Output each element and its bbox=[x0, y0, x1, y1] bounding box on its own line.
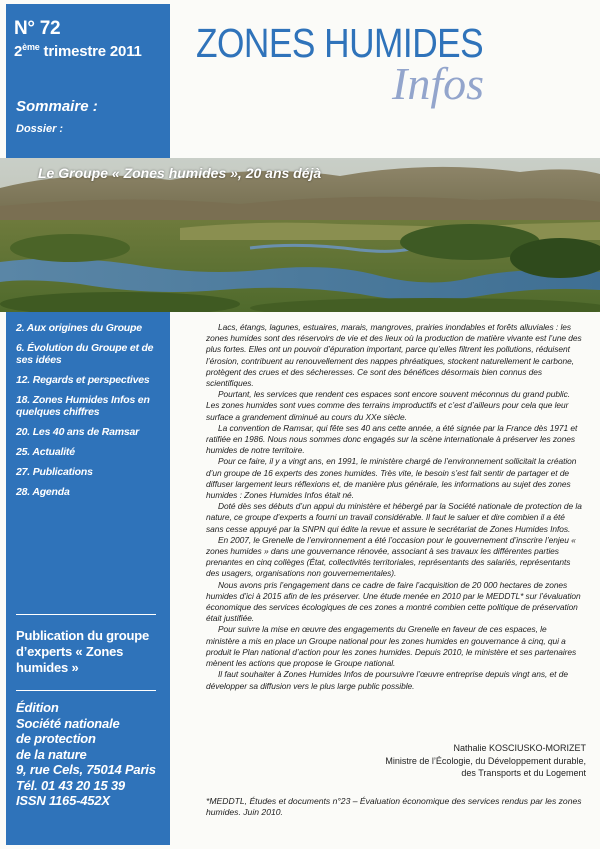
signature-title: des Transports et du Logement bbox=[461, 768, 586, 778]
toc-item[interactable]: 12. Regards et perspectives bbox=[16, 374, 150, 386]
toc-item[interactable]: 2. Aux origines du Groupe bbox=[16, 322, 142, 334]
article-paragraph: Pour suivre la mise en œuvre des engagements du Grenelle en faveur de ces espaces, le ministère a mis en place un Groupe national pour les zones humides en gouvernance à cinq, qui a produit le Plan national d’action pour les zones humides. Depuis 2010, le ministère et ses partenaires mènent les actions que propose le Groupe national. bbox=[206, 624, 577, 669]
publication-note: Publication du groupe d’experts « Zones humides » bbox=[16, 628, 150, 675]
wetland-landscape-photo bbox=[0, 158, 600, 312]
article-paragraph: Il faut souhaiter à Zones Humides Infos de poursuivre l’œuvre entreprise depuis vingt ans, et de développer sa diffusion vers le plus large public possible. bbox=[206, 669, 568, 691]
publisher-line: Édition bbox=[16, 700, 59, 715]
editorial-text bbox=[206, 322, 582, 692]
article-paragraph: En 2007, le Grenelle de l’environnement a été l’occasion pour le gouvernement d’inscrire l’enjeu « zones humides » dans une gouvernance rénovée, associant à ses travaux les différentes parties prenantes en cinq collèges (État, collectivités territoriales, représentants des salariés, représentants des usagers, organisations non gouvernementales). bbox=[206, 534, 576, 579]
toc-item[interactable]: 18. Zones Humides Infos en quelques chiffres bbox=[16, 394, 150, 418]
publisher-block bbox=[16, 700, 166, 809]
article-paragraph: Pour ce faire, il y a vingt ans, en 1991, le ministère chargé de l’environnement sollicitait la création d’un groupe de 16 experts des zones humides. Très vite, le besoin s’est fait sentir de partager et de diffuser largement leurs réflexions et, de manière plus générale, les informations au sujet des zones humides : Zones Humides Infos était né. bbox=[206, 456, 577, 501]
signature-title: Ministre de l’Écologie, du Développement durable, bbox=[385, 755, 586, 766]
quarter-suffix: ème bbox=[22, 42, 40, 52]
publisher-line: Tél. 01 43 20 15 39 bbox=[16, 777, 125, 793]
quarter-ordinal: 2 bbox=[14, 43, 23, 60]
footnote: *MEDDTL, Études et documents n°23 – Évaluation économique des services rendus par les zones humides. Juin 2010. bbox=[206, 796, 582, 817]
publisher-line: ISSN 1165-452X bbox=[16, 793, 110, 808]
toc-item[interactable]: 28. Agenda bbox=[16, 486, 70, 498]
article-paragraph: Nous avons pris l’engagement dans ce cadre de faire l’acquisition de 20 000 hectares de zones humides d’ici à 2015 afin de les préserver. Une étude menée en 2010 par le MEDDTL* sur l’évaluation économique des services écologiques de ces zones a montré combien cette politique de préservation était justifiée. bbox=[206, 579, 581, 624]
article-paragraph: Lacs, étangs, lagunes, estuaires, marais, mangroves, prairies inondables et forêts alluviales : les zones humides sont des réservoirs de vie et des lieux où la production de matière vivante est l’une des plus fortes. Elles ont un pouvoir d’épuration important, parce qu’elles filtrent les pollutions, réduisent l’érosion, contribuent au renouvellement des nappes phréatiques, stockent naturellement le carbone, protègent des crues et des sécheresses. Ce sont des bénéfices désormais bien connus des scientifiques. bbox=[206, 322, 582, 389]
sidebar-divider bbox=[16, 690, 156, 691]
signature-name: Nathalie KOSCIUSKO-MORIZET bbox=[453, 743, 586, 753]
toc-item[interactable]: 27. Publications bbox=[16, 466, 93, 478]
photo-caption: Le Groupe « Zones humides », 20 ans déjà bbox=[38, 165, 322, 181]
publisher-line: de protection bbox=[16, 731, 96, 746]
toc-item[interactable]: 6. Évolution du Groupe et de ses idées bbox=[16, 342, 154, 366]
signature-block bbox=[385, 742, 586, 780]
toc-item[interactable]: 20. Les 40 ans de Ramsar bbox=[16, 426, 140, 438]
dossier-label: Dossier : bbox=[16, 123, 64, 135]
publisher-line: 9, rue Cels, 75014 Paris bbox=[16, 762, 156, 777]
quarter-rest: trimestre 2011 bbox=[39, 43, 142, 60]
article-paragraph: La convention de Ramsar, qui fête ses 40 ans cette année, a été signée par la France dès 1971 et ratifiée en 1986. Nous nous sommes donc engagés sur la scène internationale à préserver les zones humides de notre territoire. bbox=[206, 422, 578, 456]
summary-label: Sommaire : bbox=[16, 98, 98, 115]
article-paragraph: Pourtant, les services que rendent ces espaces sont encore souvent méconnus du grand public. Les zones humides sont vues comme des terrains improductifs et c’est d’ailleurs pour cela que leur surface a grandement diminué au cours du XXe siècle. bbox=[206, 389, 571, 422]
wetland-landscape-illustration bbox=[0, 158, 600, 312]
article-paragraph: Doté dès ses débuts d’un appui du ministère et hébergé par la Société nationale de protection de la nature, ce groupe d’experts a fourni un travail considérable. Il faut le saluer et dire combien il a été sans cesse appuyé par la SNPN qui édite la revue et assure le secrétariat de Zones Humides Infos. bbox=[206, 501, 582, 534]
publisher-line: de la nature bbox=[16, 746, 87, 762]
sidebar-divider bbox=[16, 614, 156, 615]
issue-number: N° 72 bbox=[14, 18, 61, 39]
table-of-contents bbox=[16, 322, 166, 506]
masthead-title: ZONES HUMIDES bbox=[196, 20, 484, 66]
masthead-subtitle: Infos bbox=[392, 58, 484, 109]
publisher-line: Société nationale bbox=[16, 715, 120, 731]
issue-quarter bbox=[14, 42, 142, 60]
toc-item[interactable]: 25. Actualité bbox=[16, 446, 75, 458]
